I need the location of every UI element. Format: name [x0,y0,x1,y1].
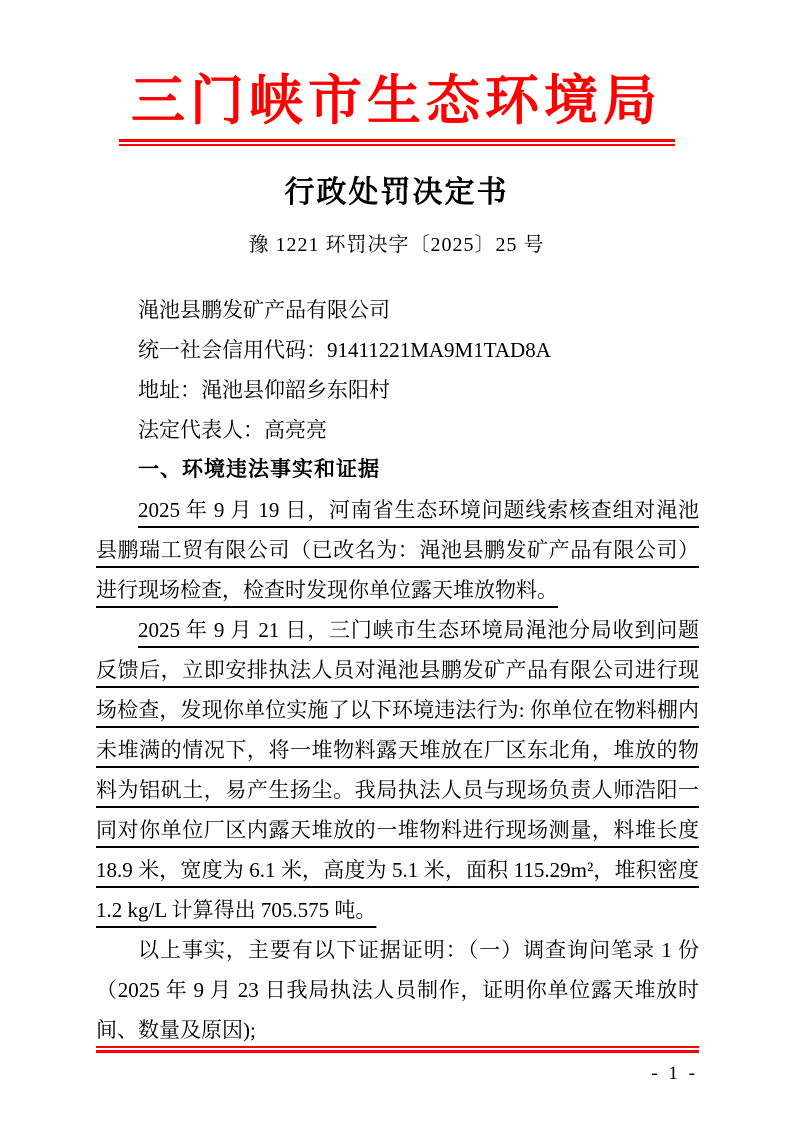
agency-letterhead-title: 三门峡市生态环境局 [131,71,662,131]
document-title: 行政处罚决定书 [284,176,509,210]
footer-double-rule [96,1046,699,1053]
recipient-credit-code: 统一社会信用代码：91411221MA9M1TAD8A [138,338,551,363]
paragraph-inspection-2025-09-21: 2025 年 9 月 21 日，三门峡市生态环境局渑池分局收到问题反馈后，立即安排执法人员对渑池县鹏发矿产品有限公司进行现场检查，发现你单位实施了以下环境违法行为: 你单位在物料棚内未堆满的情况下，将一堆物料露天堆放在厂区东北角，堆放的物料为铝矾土，易产生扬尘。我局执法人员与现场负责人师浩阳一同对你单位厂区内露天堆放的一堆物料进行现场测量，料堆长度 18.9 米，宽度为 6.1 米，高度为 5.1 米，面积 115.29m²，堆积密度 1.2 kg/L 计算得出 705.575 吨。 [96,618,699,923]
letterhead-rule-bottom [119,144,675,146]
footer-rule-thick [96,1050,699,1054]
document-number: 豫 1221 环罚决字〔2025〕25 号 [248,234,545,257]
paragraph-evidence-list: 以上事实，主要有以下证据证明：（一）调查询问笔录 1 份（2025 年 9 月 23 日我局执法人员制作，证明你单位露天堆放时间、数量及原因); [96,938,699,1043]
recipient-company-name: 渑池县鹏发矿产品有限公司 [138,298,390,323]
page-number: - 1 - [651,1063,698,1084]
recipient-legal-representative: 法定代表人：高亮亮 [138,418,327,443]
recipient-address: 地址：渑池县仰韶乡东阳村 [138,378,390,403]
section-heading-violation-facts: 一、环境违法事实和证据 [138,458,380,482]
document-body [96,290,699,1050]
paragraph-inspection-2025-09-19: 2025 年 9 月 19 日，河南省生态环境问题线索核查组对渑池县鹏瑞工贸有限公司（已改名为：渑池县鹏发矿产品有限公司）进行现场检查，检查时发现你单位露天堆放物料。 [96,498,699,603]
letterhead-double-rule [119,139,675,146]
